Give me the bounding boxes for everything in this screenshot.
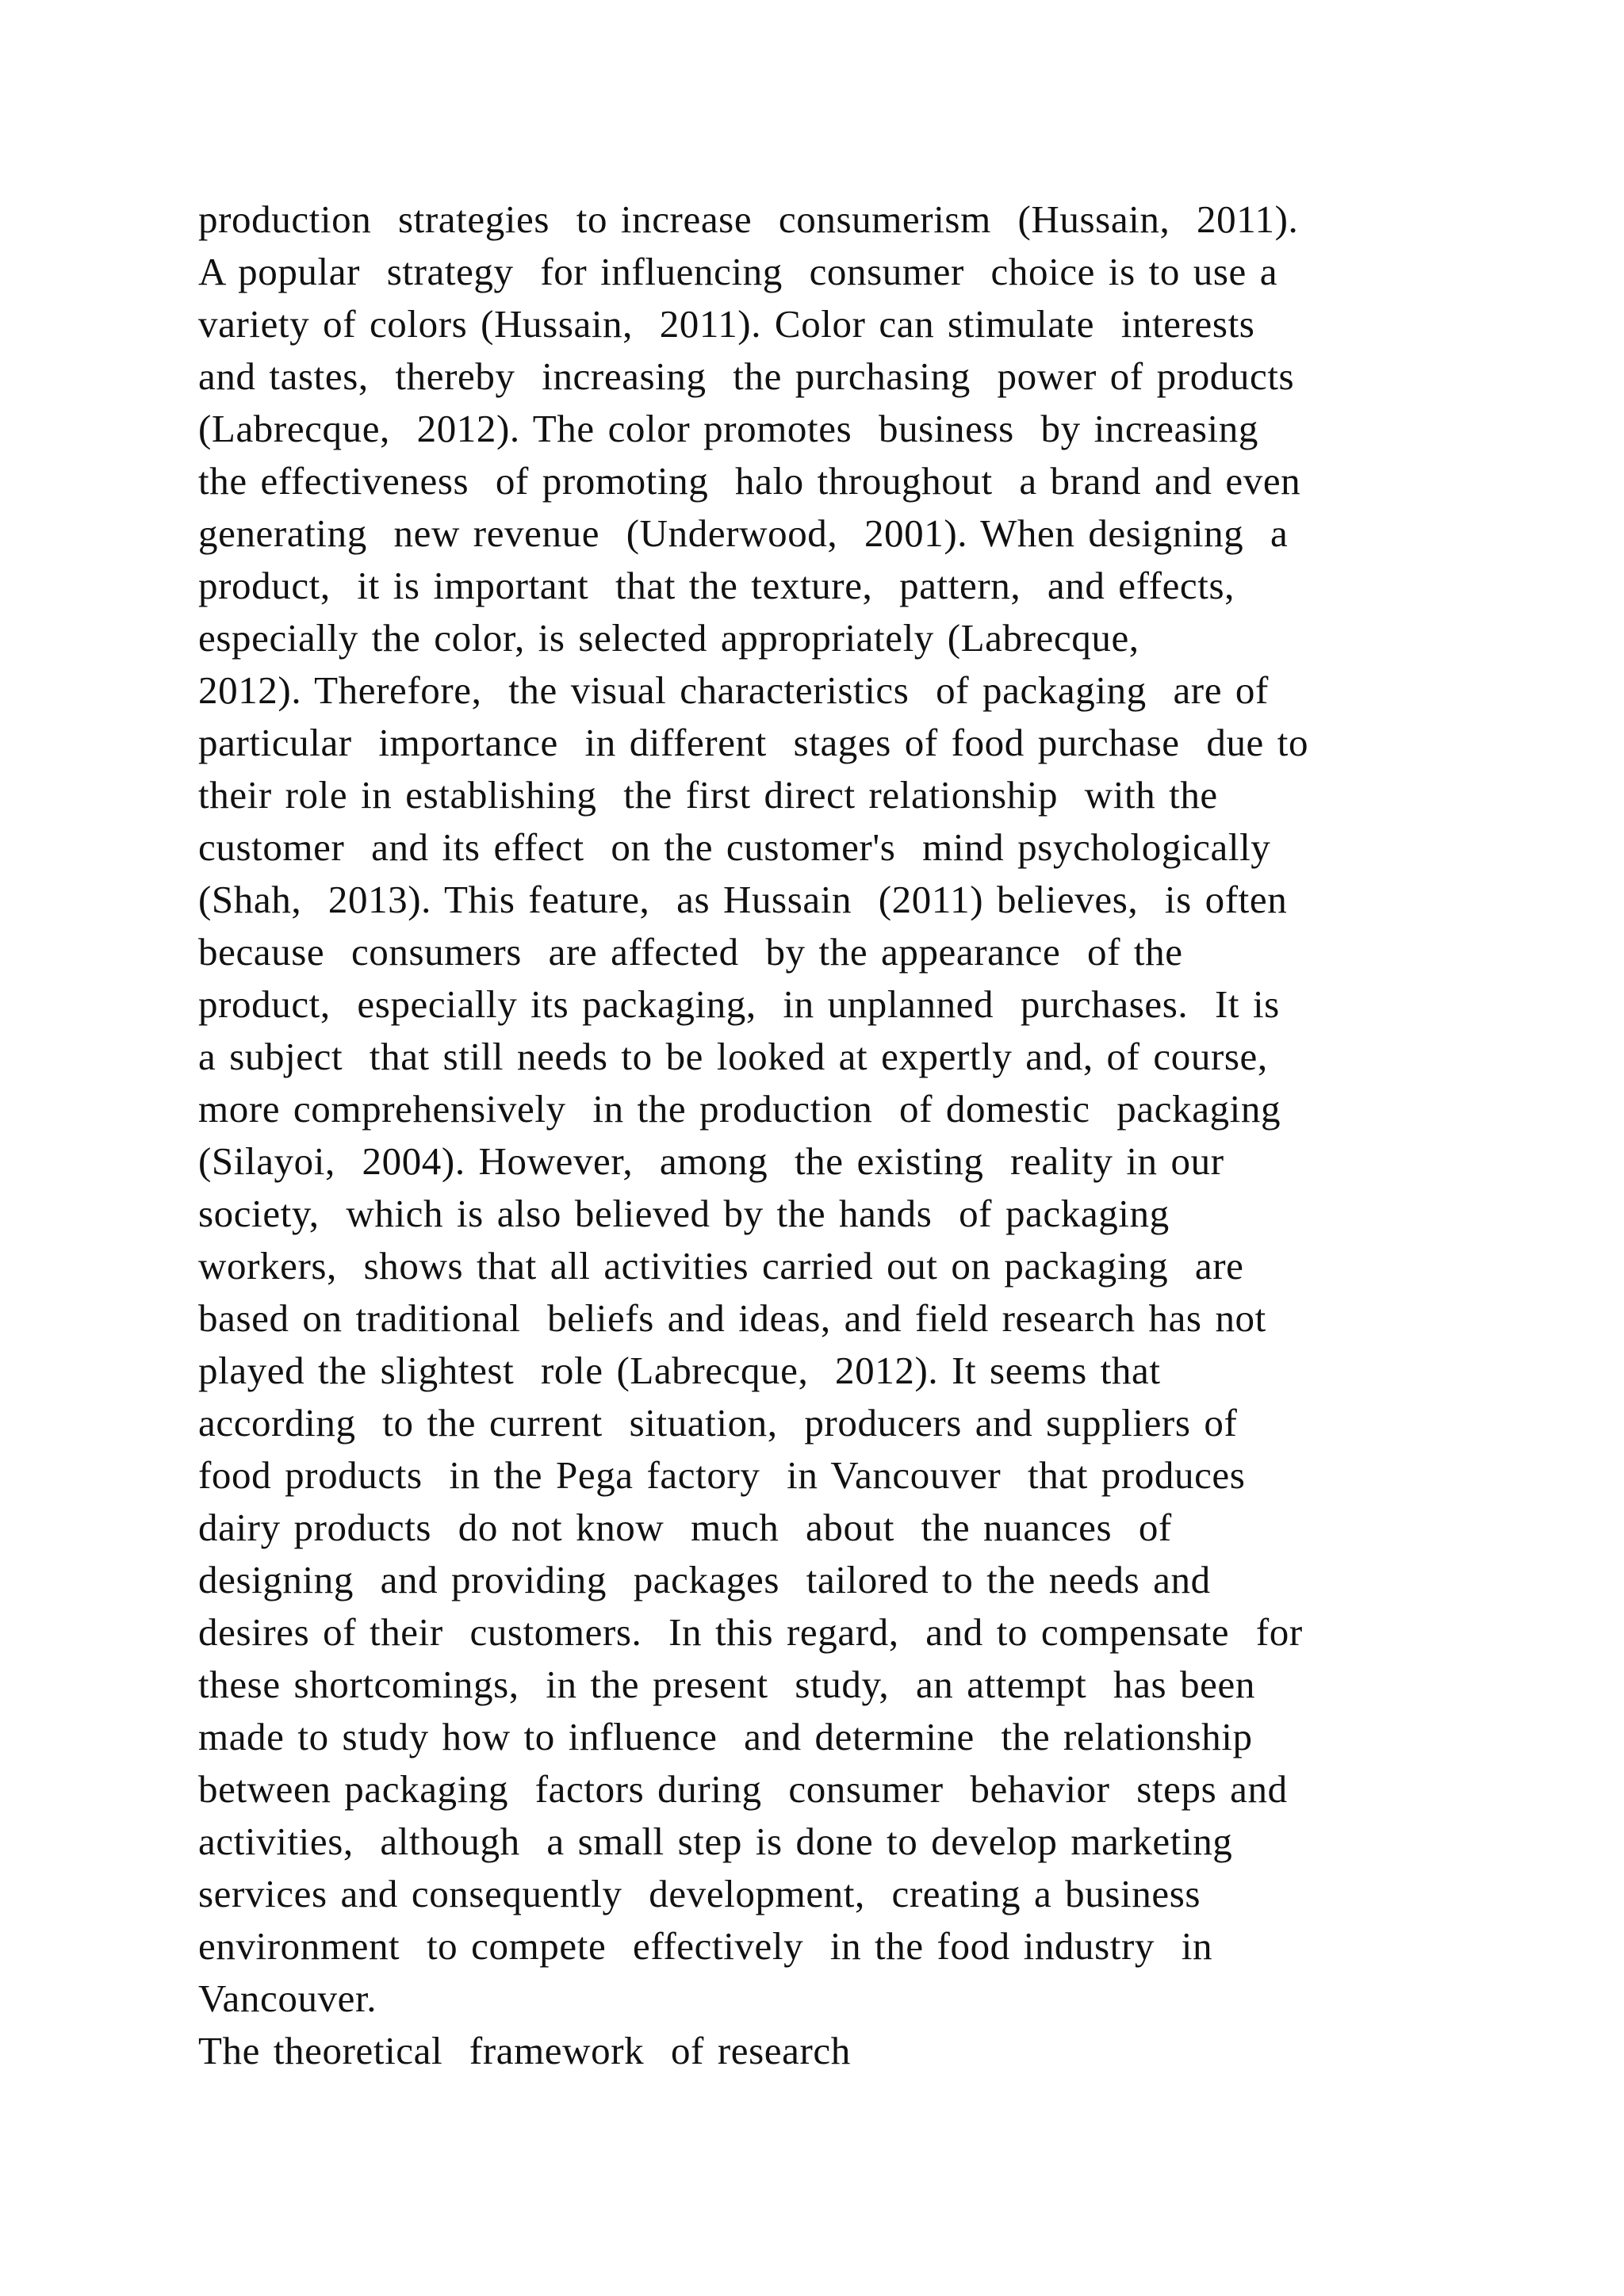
text-line: especially the color, is selected appropriately (Labrecque,: [198, 616, 1139, 660]
text-line: customer and its effect on the customer's mind psychologically: [198, 825, 1271, 869]
text-line: (Shah, 2013). This feature, as Hussain (2011) believes, is often: [198, 878, 1288, 921]
text-line: the effectiveness of promoting halo throughout a brand and even: [198, 459, 1301, 503]
text-line: particular importance in different stages of food purchase due to: [198, 721, 1309, 764]
text-line: Vancouver.: [198, 1976, 377, 2020]
text-line: dairy products do not know much about the nuances of: [198, 1506, 1172, 1549]
text-line: variety of colors (Hussain, 2011). Color can stimulate interests: [198, 302, 1255, 346]
body-text: [198, 193, 1435, 2077]
text-line: a subject that still needs to be looked at expertly and, of course,: [198, 1035, 1268, 1078]
text-line: designing and providing packages tailored to the needs and: [198, 1558, 1211, 1601]
text-line: product, especially its packaging, in unplanned purchases. It is: [198, 982, 1280, 1026]
text-line: A popular strategy for influencing consumer choice is to use a: [198, 250, 1278, 293]
text-line: according to the current situation, producers and suppliers of: [198, 1401, 1238, 1445]
text-line: played the slightest role (Labrecque, 2012). It seems that: [198, 1349, 1161, 1392]
text-line: environment to compete effectively in the food industry in: [198, 1924, 1213, 1968]
text-line: desires of their customers. In this regard, and to compensate for: [198, 1610, 1303, 1654]
text-line: because consumers are affected by the appearance of the: [198, 930, 1183, 974]
text-line: (Labrecque, 2012). The color promotes business by increasing: [198, 407, 1258, 450]
text-line: generating new revenue (Underwood, 2001). When designing a: [198, 511, 1289, 555]
text-line: services and consequently development, creating a business: [198, 1872, 1201, 1915]
text-line: product, it is important that the texture, pattern, and effects,: [198, 564, 1235, 607]
text-line: society, which is also believed by the hands of packaging: [198, 1192, 1170, 1235]
text-line: (Silayoi, 2004). However, among the existing reality in our: [198, 1139, 1224, 1183]
text-line: based on traditional beliefs and ideas, and field research has not: [198, 1296, 1266, 1340]
text-line: 2012). Therefore, the visual characteristics of packaging are of: [198, 668, 1269, 712]
text-line: these shortcomings, in the present study, an attempt has been: [198, 1663, 1255, 1706]
text-line: more comprehensively in the production of domestic packaging: [198, 1087, 1281, 1131]
text-line: production strategies to increase consumerism (Hussain, 2011).: [198, 197, 1299, 241]
section-heading: The theoretical framework of research: [198, 2029, 851, 2072]
text-line: activities, although a small step is done to develop marketing: [198, 1820, 1233, 1863]
text-line: food products in the Pega factory in Vancouver that produces: [198, 1453, 1246, 1497]
text-line: workers, shows that all activities carried out on packaging are: [198, 1244, 1244, 1288]
text-line: made to study how to influence and determine the relationship: [198, 1715, 1253, 1758]
text-line: between packaging factors during consumer behavior steps and: [198, 1767, 1288, 1811]
text-line: their role in establishing the first direct relationship with the: [198, 773, 1218, 817]
text-line: and tastes, thereby increasing the purchasing power of products: [198, 354, 1295, 398]
